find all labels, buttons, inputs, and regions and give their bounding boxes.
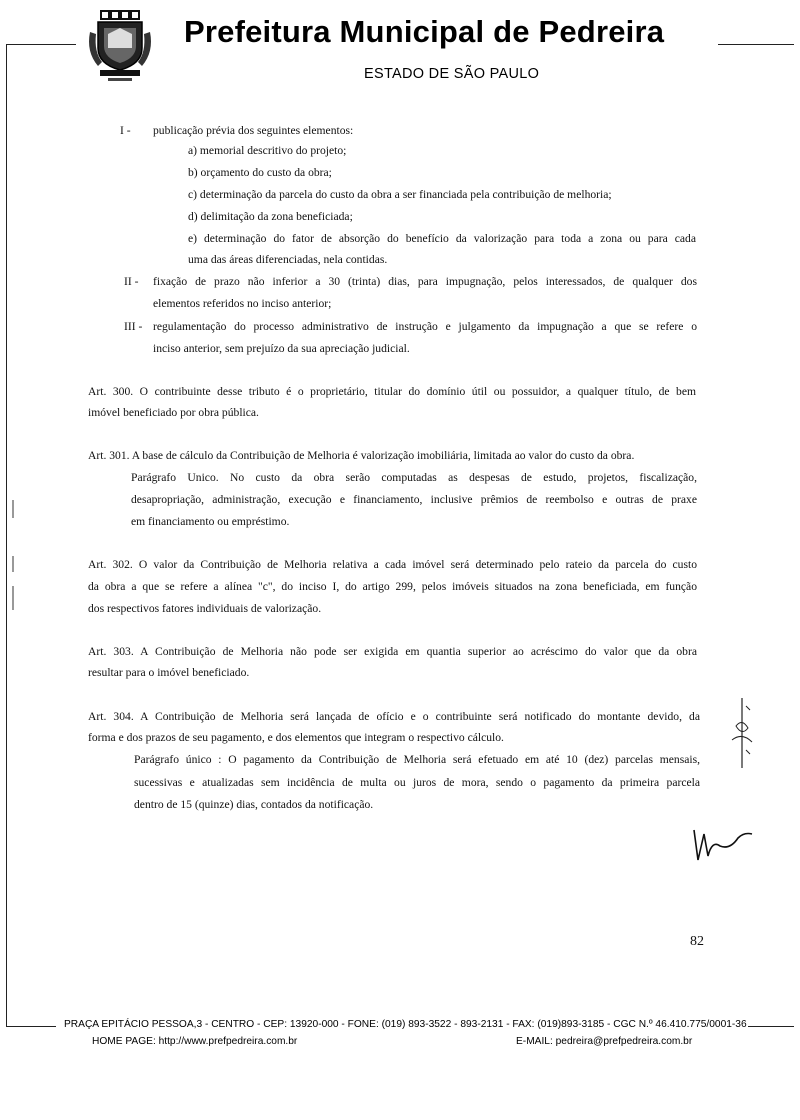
frame-top-right-line: [718, 44, 794, 45]
page-rubric-stamp: [728, 696, 758, 770]
art-302-line2: da obra a que se refere a alínea "c", do inciso I, do artigo 299, pelos imóveis situados na zona beneficiada, em função: [88, 580, 697, 593]
margin-marks: [10, 500, 16, 620]
art-301-line1: Art. 301. A base de cálculo da Contribuição de Melhoria é valorização imobiliária, limitada ao valor do custo da obra.: [88, 449, 635, 462]
art-304-paragraph-line3: dentro de 15 (quinze) dias, contados da notificação.: [134, 798, 374, 811]
art-304-line1: Art. 304. A Contribuição de Melhoria será lançada de ofício e o contribuinte será notificado do montante devido, da: [88, 710, 700, 723]
municipal-crest-icon: [86, 8, 154, 84]
item-iii-line2: inciso anterior, sem prejuízo da sua apreciação judicial.: [153, 342, 410, 355]
sub-item-a: a) memorial descritivo do projeto;: [188, 144, 347, 157]
item-iii-line1: regulamentação do processo administrativo de instrução e julgamento da impugnação a que se refere o: [153, 320, 697, 333]
footer-email-link[interactable]: E-MAIL: pedreira@prefpedreira.com.br: [516, 1036, 693, 1047]
frame-top-left-line: [6, 44, 76, 45]
page-title: Prefeitura Municipal de Pedreira: [184, 14, 665, 49]
art-301-paragraph-line2: desapropriação, administração, execução e financiamento, inclusive prêmios de reembolso e outras de praxe: [131, 493, 697, 506]
frame-left-line: [6, 44, 7, 1026]
art-304-paragraph-line2: sucessivas e atualizadas sem incidência de multa ou juros de mora, sendo o pagamento da primeira parcela: [134, 776, 700, 789]
sub-item-b: b) orçamento do custo da obra;: [188, 166, 332, 179]
art-300-line2: imóvel beneficiado por obra pública.: [88, 406, 259, 419]
art-304-line2: forma e dos prazos de seu pagamento, e dos elementos que integram o respectivo cálculo.: [88, 731, 504, 744]
page-subtitle: ESTADO DE SÃO PAULO: [364, 66, 540, 82]
item-i-marker: I -: [120, 124, 131, 137]
art-300-line1: Art. 300. O contribuinte desse tributo é o proprietário, titular do domínio útil ou possuidor, a qualquer título, de bem: [88, 385, 696, 398]
art-303-line2: resultar para o imóvel beneficiado.: [88, 666, 250, 679]
art-303-line1: Art. 303. A Contribuição de Melhoria não pode ser exigida em quantia superior ao acréscimo do valor que da obra: [88, 645, 697, 658]
art-304-paragraph-line1: Parágrafo único : O pagamento da Contribuição de Melhoria será efetuado em até 10 (dez) parcelas mensais,: [134, 753, 700, 766]
frame-bottom-left-line: [6, 1026, 56, 1027]
item-ii-marker: II -: [124, 275, 139, 288]
item-ii-line2: elementos referidos no inciso anterior;: [153, 297, 332, 310]
sub-item-e-line1: e) determinação do fator de absorção do benefício da valorização para toda a zona ou para cada: [188, 232, 696, 245]
sub-item-c: c) determinação da parcela do custo da obra a ser financiada pela contribuição de melhoria;: [188, 188, 612, 201]
item-i-text: publicação prévia dos seguintes elementos:: [153, 124, 354, 137]
footer-homepage-link[interactable]: HOME PAGE: http://www.prefpedreira.com.br: [92, 1036, 298, 1047]
sub-item-d: d) delimitação da zona beneficiada;: [188, 210, 353, 223]
art-302-line1: Art. 302. O valor da Contribuição de Melhoria relativa a cada imóvel será determinado pelo rateio da parcela do custo: [88, 558, 697, 571]
signature-initials: [690, 820, 754, 864]
art-301-paragraph-line3: em financiamento ou empréstimo.: [131, 515, 290, 528]
art-301-paragraph-line1: Parágrafo Unico. No custo da obra serão computadas as despesas de estudo, projetos, fiscalização,: [131, 471, 697, 484]
item-iii-marker: III -: [124, 320, 143, 333]
item-ii-line1: fixação de prazo não inferior a 30 (trinta) dias, para impugnação, pelos interessados, de qualquer dos: [153, 275, 697, 288]
footer-address: PRAÇA EPITÁCIO PESSOA,3 - CENTRO - CEP: 13920-000 - FONE: (019) 893-3522 - 893-2131 - FAX: (019)893-3185 - CGC N.º 46.410.775/0001-36: [64, 1019, 747, 1030]
art-302-line3: dos respectivos fatores individuais de valorização.: [88, 602, 322, 615]
page-number: 82: [690, 934, 704, 949]
sub-item-e-line2: uma das áreas diferenciadas, nela contidas.: [188, 253, 388, 266]
frame-bottom-right-line: [748, 1026, 794, 1027]
